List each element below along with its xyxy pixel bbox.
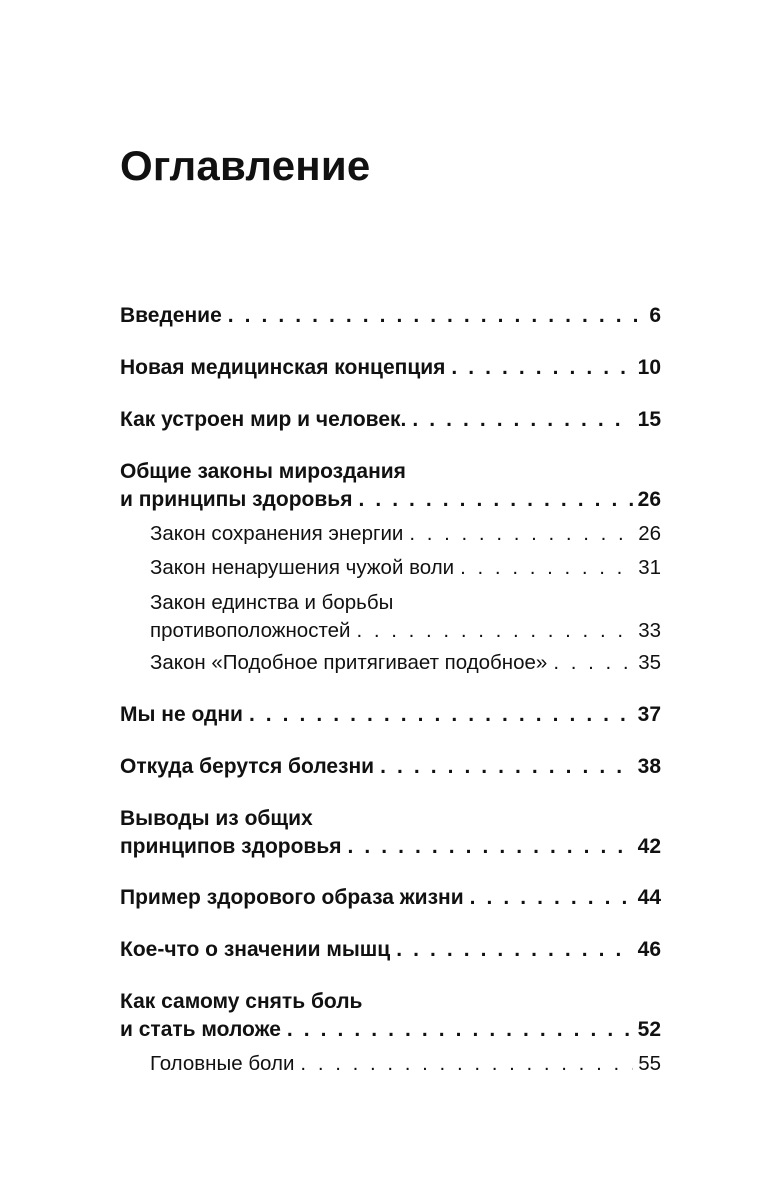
toc-leader-line: [150, 617, 661, 645]
dot-leader: [243, 701, 633, 729]
toc-entry-title: Закон сохранения энергии: [150, 522, 404, 545]
toc-entry-title-line1: Выводы из общих: [120, 807, 313, 830]
dot-leader: [352, 486, 632, 514]
toc-leader-line: [120, 1016, 661, 1044]
toc-leader-line: [120, 354, 661, 382]
toc-subentry-energy-conservation[interactable]: [150, 520, 661, 548]
toc-page-number: 42: [637, 835, 661, 858]
toc-page-number: 26: [638, 522, 661, 545]
toc-entry-title: Закон ненарушения чужой воли: [150, 556, 455, 579]
dot-leader: [403, 520, 633, 548]
dot-leader: [374, 753, 633, 781]
toc-entry-title: Головные боли: [150, 1052, 295, 1075]
dot-leader: [294, 1050, 633, 1078]
toc-entry-general-laws[interactable]: [120, 458, 661, 514]
dot-leader: [350, 617, 633, 645]
toc-leader-line: [120, 833, 661, 861]
toc-leader-line: [120, 884, 661, 912]
toc-page-number: 33: [638, 619, 661, 642]
dot-leader: [445, 354, 632, 382]
dot-leader: [454, 554, 633, 582]
toc-entry-title: Откуда берутся болезни: [120, 755, 375, 778]
toc-page-number: 26: [637, 488, 661, 511]
toc-entry-title: Кое-что о значении мышц: [120, 938, 391, 961]
toc-entry-relieve-pain[interactable]: [120, 988, 661, 1044]
toc-entry-healthy-lifestyle-example[interactable]: [120, 884, 661, 912]
toc-entry-title: принципов здоровья: [120, 835, 342, 858]
dot-leader: [222, 302, 645, 330]
toc-page-number: 55: [638, 1052, 661, 1075]
toc-page-number: 46: [637, 938, 661, 961]
toc-page-number: 35: [638, 651, 661, 674]
toc-leader-line: [150, 554, 661, 582]
toc-leader-line: [150, 649, 661, 677]
toc-entry-title: Пример здорового образа жизни: [120, 886, 464, 909]
toc-page-number: 6: [649, 304, 661, 327]
toc-entry-muscles[interactable]: [120, 936, 661, 964]
toc-page-number: 10: [637, 356, 661, 379]
toc-entry-where-diseases-come-from[interactable]: [120, 753, 661, 781]
toc-entry-title: Введение: [120, 304, 222, 327]
toc-entry-world-and-human[interactable]: [120, 406, 661, 434]
toc-entry-title: Как устроен мир и человек.: [120, 408, 407, 431]
toc-leader-line: [120, 406, 661, 434]
toc-leader-line: [150, 520, 661, 548]
toc-leader-line: [120, 302, 661, 330]
dot-leader: [547, 649, 633, 677]
toc-page-number: 15: [637, 408, 661, 431]
toc-page-number: 37: [637, 703, 661, 726]
toc-entry-title: и стать моложе: [120, 1018, 281, 1041]
toc-entry-introduction[interactable]: [120, 302, 661, 330]
toc-entry-new-medical-concept[interactable]: [120, 354, 661, 382]
toc-leader-line: [120, 486, 661, 514]
toc-entry-title: противоположностей: [150, 619, 351, 642]
toc-entry-conclusions[interactable]: [120, 805, 661, 861]
page-title: Оглавление: [120, 142, 371, 189]
toc-subentry-headaches[interactable]: [150, 1050, 661, 1078]
toc-entry-we-are-not-alone[interactable]: [120, 701, 661, 729]
dot-leader: [390, 936, 632, 964]
toc-page-number: 44: [637, 886, 661, 909]
toc-subentry-free-will[interactable]: [150, 554, 661, 582]
toc-page-number: 31: [638, 556, 661, 579]
toc-entry-title-line1: Как самому снять боль: [120, 990, 363, 1013]
toc-page-number: 38: [637, 755, 661, 778]
toc-subentry-like-attracts-like[interactable]: [150, 649, 661, 677]
toc-leader-line: [150, 1050, 661, 1078]
dot-leader: [464, 884, 633, 912]
toc-subentry-unity-of-opposites[interactable]: [150, 589, 661, 645]
toc-entry-title: Мы не одни: [120, 703, 243, 726]
toc-page-number: 52: [637, 1018, 661, 1041]
toc-leader-line: [120, 753, 661, 781]
dot-leader: [342, 833, 633, 861]
dot-leader: [281, 1016, 633, 1044]
toc-entry-title: Новая медицинская концепция: [120, 356, 446, 379]
dot-leader: [406, 406, 632, 434]
toc-leader-line: [120, 936, 661, 964]
toc-entry-title-line1: Общие законы мироздания: [120, 460, 406, 483]
toc-entry-title: и принципы здоровья: [120, 488, 353, 511]
toc-leader-line: [120, 701, 661, 729]
toc-entry-title: Закон «Подобное притягивает подобное»: [150, 651, 548, 674]
toc-entry-title-line1: Закон единства и борьбы: [150, 591, 394, 614]
